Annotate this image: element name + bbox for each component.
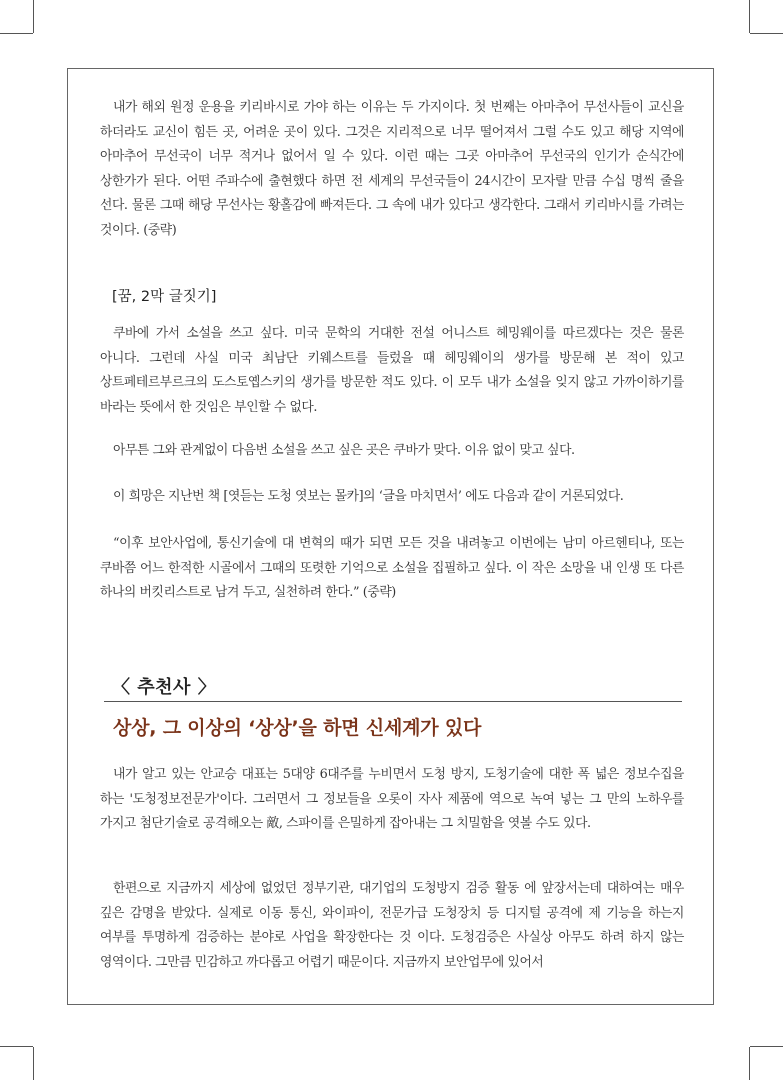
crop-mark-top-right-h	[750, 33, 783, 34]
paragraph: 한편으로 지금까지 세상에 없었던 정부기관, 대기업의 도청방지 검증 활동 에 앞장서는데 대하여는 매우 깊은 감명을 받았다. 실제로 이동 통신, 와이파이, 전문가급 도청장치 등 디지털 공격에 제 기능을 하는지 여부를 투명하게 검증하는 분야로 사업을 확장한다는 것 이다. 도청검증은 사실상 아무도 하려 하지 않는 영역이다. 그만큼 민감하고 까다롭고 어렵기 때문이다. 지금까지 보안업무에 있어서	[100, 881, 684, 970]
intro-block	[100, 96, 684, 243]
headline: 상상, 그 이상의 ‘상상’을 하면 신세계가 있다	[113, 717, 482, 739]
section-divider	[104, 701, 682, 702]
crop-mark-bottom-left-v	[33, 1047, 34, 1080]
section-label: 〈 추천사 〉	[112, 677, 217, 698]
paragraph: 쿠바에 가서 소설을 쓰고 싶다. 미국 문학의 거대한 전설 어니스트 헤밍웨이를 따르겠다는 것은 물론 아니다. 그런데 사실 미국 최남단 키웨스트를 들렀을 때 헤밍웨이의 생가를 방문해 본 적이 있고 상트페테르부르크의 도스토옙스키의 생가를 방문한 적도 있다. 이 모두 내가 소설을 잊지 않고 가까이하기를 바라는 뜻에서 한 것임은 부인할 수 없다.	[100, 326, 684, 415]
paragraph: 내가 알고 있는 안교승 대표는 5대양 6대주를 누비면서 도청 방지, 도청기술에 대한 폭 넓은 정보수집을 하는 '도청정보전문가'이다. 그러면서 그 정보들을 오롯이 자사 제품에 역으로 녹여 넣는 그 만의 노하우를 가지고 첨단기술로 공격해오는 敵, 스파이를 은밀하게 잡아내는 그 치밀함을 엿볼 수도 있다.	[100, 767, 684, 831]
dream-block-2	[100, 439, 684, 464]
sub-heading: [꿈, 2막 글짓기]	[112, 289, 217, 305]
crop-mark-bottom-right-h	[750, 1046, 783, 1047]
crop-mark-top-left-v	[33, 0, 34, 33]
dream-block-4	[100, 532, 684, 606]
crop-mark-bottom-right-v	[749, 1047, 750, 1080]
paragraph: 아무튼 그와 관계없이 다음번 소설을 쓰고 싶은 곳은 쿠바가 맞다. 이유 없이 맞고 싶다.	[113, 443, 575, 458]
dream-block	[100, 322, 684, 420]
paragraph: “이후 보안사업에, 통신기술에 대 변혁의 때가 되면 모든 것을 내려놓고 이번에는 남미 아르헨티나, 또는 쿠바쯤 어느 한적한 시골에서 그때의 또렷한 기억으로 소설을 집필하고 싶다. 이 작은 소망을 내 인생 또 다른 하나의 버킷리스트로 남겨 두고, 실천하려 한다.” (중략)	[100, 536, 684, 600]
recommend-block	[100, 763, 684, 837]
crop-mark-bottom-left-h	[0, 1046, 33, 1047]
crop-mark-top-right-v	[749, 0, 750, 33]
paragraph: 내가 해외 원정 운용을 키리바시로 가야 하는 이유는 두 가지이다. 첫 번째는 아마추어 무선사들이 교신을 하더라도 교신이 힘든 곳, 어려운 곳이 있다. 그것은 지리적으로 너무 떨어져서 그럴 수도 있고 해당 지역에 아마추어 무선국이 너무 적거나 없어서 일 수 있다. 이런 때는 그곳 아마추어 무선국의 인기가 순식간에 상한가가 된다. 어떤 주파수에 출현했다 하면 전 세계의 무선국들이 24시간이 모자랄 만큼 수십 명씩 줄을 선다. 물론 그때 해당 무선사는 황홀감에 빠져든다. 그 속에 내가 있다고 생각한다. 그래서 키리바시를 가려는 것이다. (중략)	[100, 100, 684, 238]
paragraph: 이 희망은 지난번 책 [엿듣는 도청 엿보는 몰카]의 ‘글을 마치면서’ 에도 다음과 같이 거론되었다.	[113, 489, 624, 504]
recommend-block-2	[100, 877, 684, 975]
dream-block-3	[100, 485, 684, 510]
crop-mark-top-left-h	[0, 33, 33, 34]
